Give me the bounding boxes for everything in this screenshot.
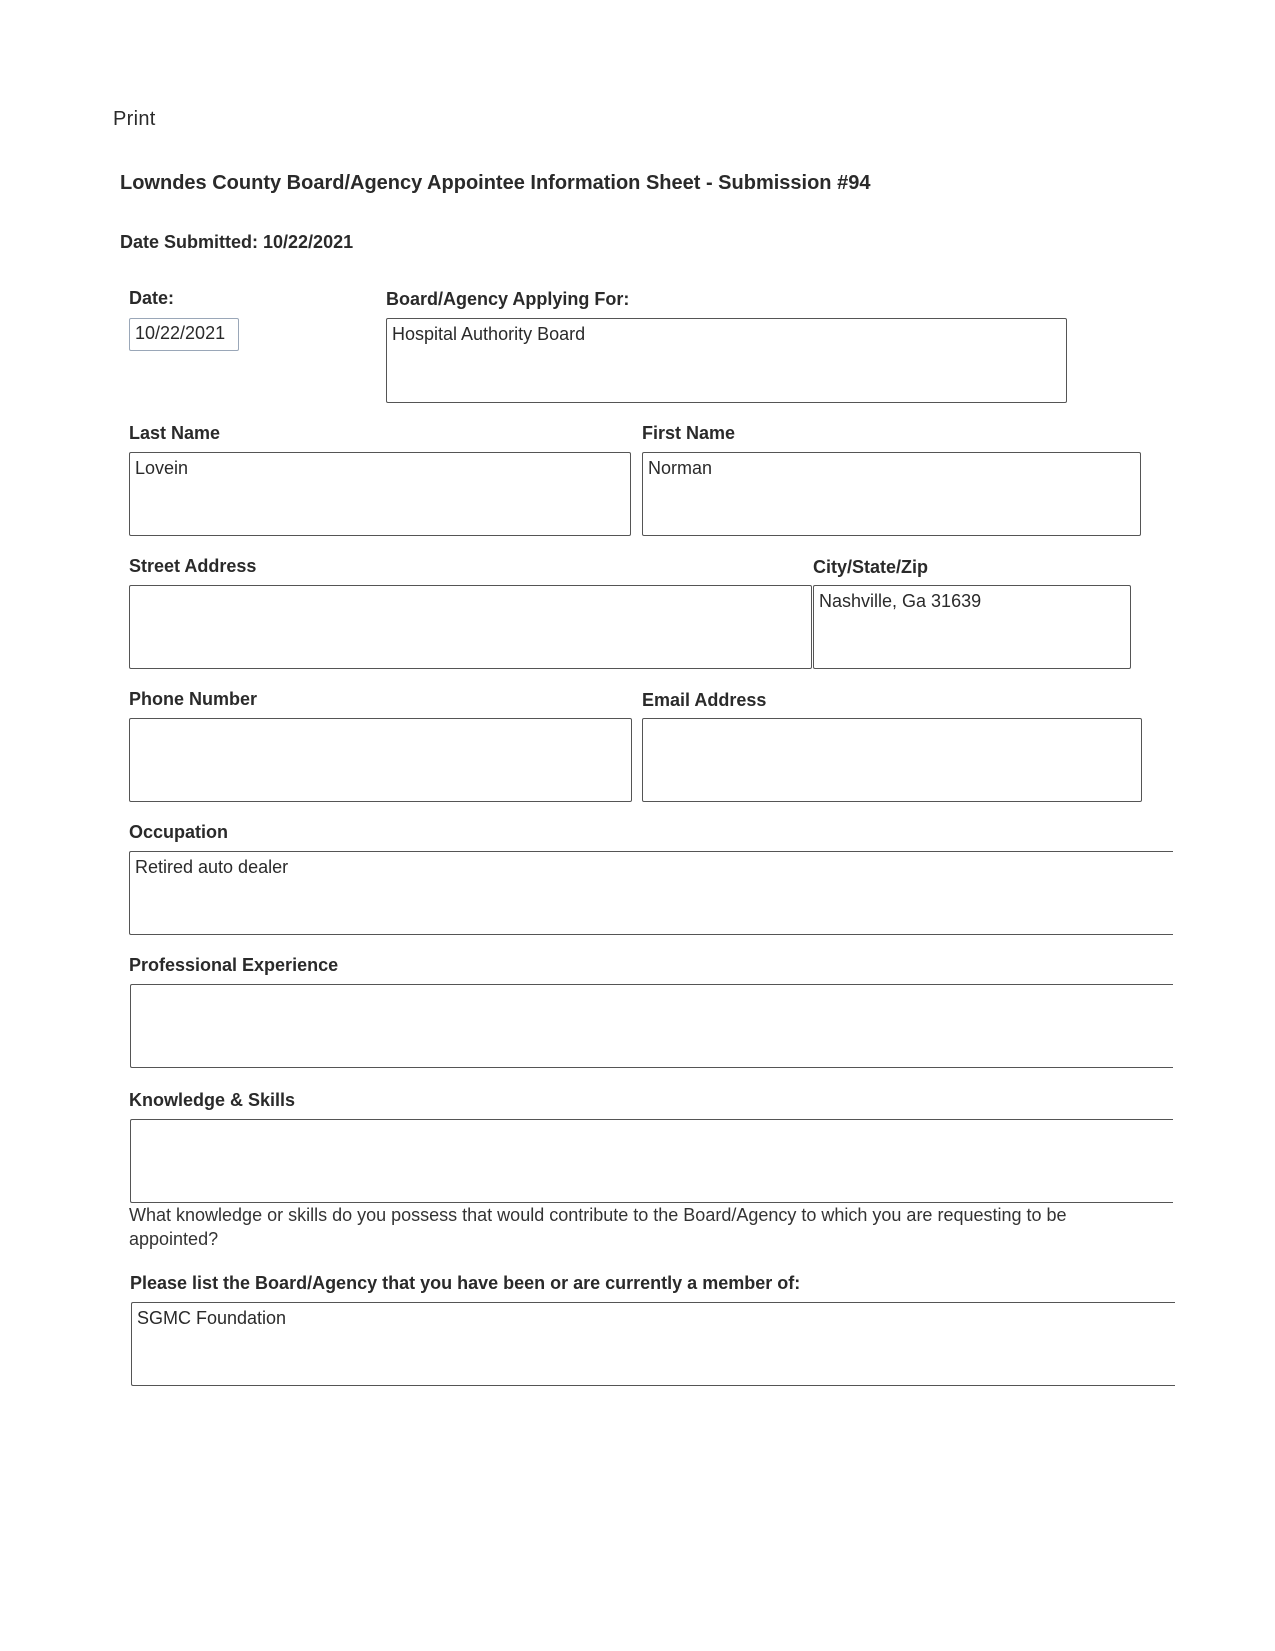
knowledge-skills-help: What knowledge or skills do you possess that would contribute to the Board/Agency to which you are requesting to be appointed? — [129, 1205, 1067, 1249]
last-name-label: Last Name — [129, 423, 221, 443]
occupation-label: Occupation — [129, 822, 229, 842]
phone-number-field[interactable] — [129, 718, 632, 802]
phone-number-label: Phone Number — [129, 689, 258, 709]
first-name-label: First Name — [642, 423, 736, 443]
occupation-field[interactable]: Retired auto dealer — [129, 851, 1173, 935]
date-field[interactable]: 10/22/2021 — [129, 318, 239, 351]
boards-member-of-field[interactable]: SGMC Foundation — [131, 1302, 1175, 1386]
last-name-field[interactable]: Lovein — [129, 452, 631, 536]
city-state-zip-label: City/State/Zip — [813, 557, 929, 577]
email-address-field[interactable] — [642, 718, 1142, 802]
print-link[interactable]: Print — [113, 108, 156, 130]
street-address-label: Street Address — [129, 556, 257, 576]
city-state-zip-field[interactable]: Nashville, Ga 31639 — [813, 585, 1131, 669]
professional-experience-label: Professional Experience — [129, 955, 339, 975]
knowledge-skills-label: Knowledge & Skills — [129, 1090, 296, 1110]
date-submitted: Date Submitted: 10/22/2021 — [120, 232, 354, 252]
board-agency-label: Board/Agency Applying For: — [386, 289, 630, 309]
email-address-label: Email Address — [642, 690, 767, 710]
boards-member-of-label: Please list the Board/Agency that you have been or are currently a member of: — [130, 1273, 801, 1293]
date-label: Date: — [129, 288, 175, 308]
board-agency-field[interactable]: Hospital Authority Board — [386, 318, 1067, 403]
street-address-field[interactable] — [129, 585, 812, 669]
professional-experience-field[interactable] — [130, 984, 1173, 1068]
form-title: Lowndes County Board/Agency Appointee Information Sheet - Submission #94 — [120, 172, 871, 194]
knowledge-skills-field[interactable] — [130, 1119, 1173, 1203]
first-name-field[interactable]: Norman — [642, 452, 1141, 536]
